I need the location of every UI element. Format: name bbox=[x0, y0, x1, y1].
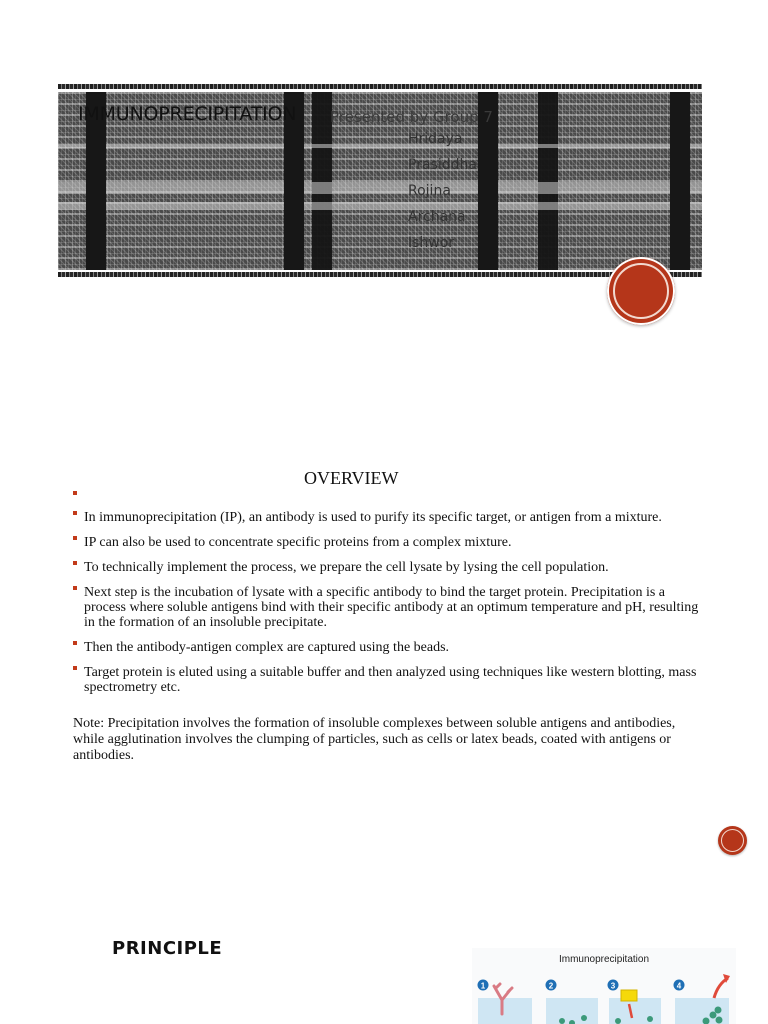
bullet-square-icon bbox=[73, 641, 77, 645]
overview-note: Note: Precipitation involves the formation of insoluble complexes between soluble antigens and antibodies, while agglutination involves the clumping of particles, such as cells or latex beads, coated with antigens or antibodies. bbox=[73, 716, 676, 763]
bullet-square-icon bbox=[73, 561, 77, 565]
bullet-square-icon bbox=[73, 491, 77, 495]
bullet-item bbox=[73, 585, 703, 630]
bead-icon bbox=[710, 1012, 717, 1019]
overview-bullet-list bbox=[73, 490, 703, 705]
bullet-item bbox=[73, 640, 703, 655]
bullet-text: Next step is the incubation of lysate with a specific antibody to bind the target protein. Precipitation is a process where soluble antigens bind with their specific antibody at an optimum temperature and pH, resulting in the formation of an insoluble precipitate. bbox=[84, 585, 699, 630]
figure-title: Immunoprecipitation bbox=[558, 954, 650, 965]
immunoprecipitation-figure bbox=[472, 948, 736, 1024]
step-2-number: 2 bbox=[548, 981, 554, 991]
tube-1 bbox=[478, 998, 532, 1024]
bullet-item bbox=[73, 560, 703, 575]
banner-bar bbox=[670, 92, 690, 270]
step-1-number: 1 bbox=[480, 981, 486, 991]
bead-icon bbox=[559, 1018, 565, 1024]
bullet-item bbox=[73, 510, 703, 525]
step-3-number: 3 bbox=[610, 981, 616, 991]
bead-icon bbox=[716, 1017, 723, 1024]
presented-by-label: Presented by Group 7 bbox=[330, 108, 493, 126]
bullet-item bbox=[73, 535, 703, 550]
bullet-square-icon bbox=[73, 536, 77, 540]
member-name: Hridaya bbox=[408, 131, 463, 147]
banner-top-rule bbox=[58, 84, 702, 89]
decorative-circle-icon bbox=[718, 826, 747, 855]
member-name: Rojina bbox=[408, 183, 451, 199]
member-name: Prasiddha bbox=[408, 157, 477, 173]
step-4-number: 4 bbox=[676, 981, 682, 991]
member-name: Archana bbox=[408, 209, 466, 225]
banner-bottom-rule bbox=[58, 272, 702, 277]
bead-icon bbox=[715, 1007, 722, 1014]
bullet-text: In immunoprecipitation (IP), an antibody is used to purify its specific target, or antigen from a mixture. bbox=[84, 510, 662, 525]
buffer-icon bbox=[621, 990, 637, 1001]
bullet-item bbox=[73, 490, 703, 498]
bullet-square-icon bbox=[73, 586, 77, 590]
member-name: Ishwor bbox=[408, 235, 455, 251]
bullet-text: To technically implement the process, we prepare the cell lysate by lysing the cell population. bbox=[84, 560, 609, 575]
bullet-item bbox=[73, 665, 703, 695]
bead-icon bbox=[615, 1018, 621, 1024]
slide-title: IMMUNOPRECIPITATION bbox=[78, 103, 297, 125]
bullet-square-icon bbox=[73, 666, 77, 670]
bullet-text: Then the antibody-antigen complex are captured using the beads. bbox=[84, 640, 450, 655]
figure-illustration bbox=[472, 948, 736, 1024]
decorative-circle-icon bbox=[607, 257, 675, 325]
overview-heading: OVERVIEW bbox=[304, 468, 399, 488]
bead-icon bbox=[647, 1016, 653, 1022]
presenter-block bbox=[330, 108, 570, 256]
bullet-square-icon bbox=[73, 511, 77, 515]
bullet-text: IP can also be used to concentrate specific proteins from a complex mixture. bbox=[84, 535, 512, 550]
principle-heading: PRINCIPLE bbox=[112, 938, 223, 959]
bead-icon bbox=[581, 1015, 587, 1021]
bullet-text: Target protein is eluted using a suitable buffer and then analyzed using techniques like western blotting, mass spectrometry etc. bbox=[84, 665, 697, 695]
